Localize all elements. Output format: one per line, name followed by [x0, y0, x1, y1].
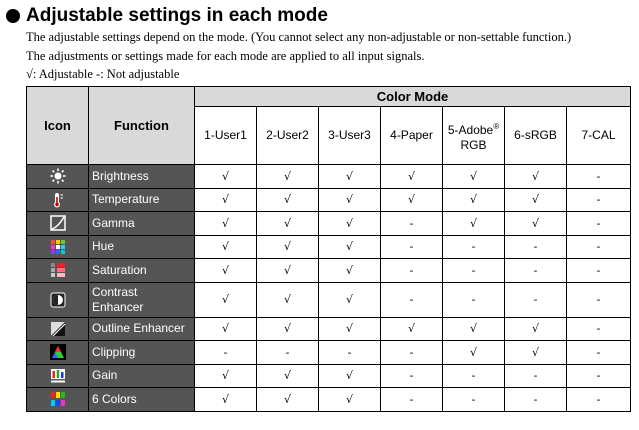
- table-row: [27, 165, 631, 189]
- availability-cell: -: [567, 212, 631, 236]
- mode-name-sup: ®: [493, 121, 500, 131]
- mode-name: 1-User1: [204, 128, 247, 142]
- gamma-icon: [50, 215, 66, 231]
- availability-cell: -: [443, 364, 505, 388]
- availability-cell: √: [443, 317, 505, 341]
- availability-cell: -: [443, 235, 505, 259]
- availability-cell: -: [381, 282, 443, 317]
- availability-cell: -: [319, 341, 381, 365]
- mode-header: [443, 107, 505, 165]
- table-row: [27, 317, 631, 341]
- function-name-line: Enhancer: [92, 299, 144, 314]
- mode-name: 3-User3: [328, 128, 371, 142]
- table-row: [27, 388, 631, 412]
- availability-cell: -: [443, 259, 505, 283]
- availability-cell: -: [381, 235, 443, 259]
- table-row: [27, 341, 631, 365]
- function-name: [89, 388, 195, 412]
- adjustable-settings-table: [26, 86, 631, 412]
- icon-cell: [27, 341, 89, 365]
- temperature-icon: [50, 192, 66, 208]
- availability-cell: -: [505, 235, 567, 259]
- bullet-icon: [6, 9, 20, 23]
- table-row: [27, 364, 631, 388]
- intro-paragraph-1: The adjustable settings depend on the mode. (You cannot select any non-adjustable or non-settable function.): [26, 30, 572, 44]
- availability-cell: √: [257, 235, 319, 259]
- function-name-line: Saturation: [92, 262, 147, 277]
- icon-cell: [27, 388, 89, 412]
- availability-cell: √: [381, 317, 443, 341]
- availability-cell: -: [567, 388, 631, 412]
- availability-cell: √: [319, 282, 381, 317]
- availability-cell: √: [319, 165, 381, 189]
- availability-cell: -: [257, 341, 319, 365]
- availability-cell: -: [567, 282, 631, 317]
- availability-cell: -: [505, 259, 567, 283]
- availability-cell: √: [505, 212, 567, 236]
- function-name: [89, 212, 195, 236]
- availability-cell: -: [567, 165, 631, 189]
- icon-cell: [27, 364, 89, 388]
- function-name: [89, 165, 195, 189]
- section-heading: [6, 5, 328, 27]
- function-name-line: Brightness: [92, 168, 149, 183]
- mode-header: [505, 107, 567, 165]
- icon-cell: [27, 212, 89, 236]
- availability-cell: √: [257, 282, 319, 317]
- mode-name: 5-Adobe: [447, 122, 494, 137]
- availability-cell: √: [195, 388, 257, 412]
- function-name-line: Gain: [92, 368, 118, 383]
- availability-cell: -: [443, 282, 505, 317]
- function-name: [89, 235, 195, 259]
- function-name: [89, 364, 195, 388]
- availability-cell: √: [195, 282, 257, 317]
- availability-cell: √: [381, 165, 443, 189]
- availability-cell: -: [195, 341, 257, 365]
- availability-cell: -: [567, 364, 631, 388]
- availability-cell: -: [567, 235, 631, 259]
- function-name-line: Clipping: [92, 344, 136, 359]
- availability-cell: √: [319, 235, 381, 259]
- mode-name: 7-CAL: [581, 128, 616, 142]
- availability-cell: √: [319, 188, 381, 212]
- saturation-icon: [50, 262, 66, 278]
- availability-cell: √: [319, 388, 381, 412]
- availability-cell: √: [443, 212, 505, 236]
- intro-paragraph-2: The adjustments or settings made for each mode are applied to all input signals.: [26, 49, 425, 63]
- availability-cell: √: [195, 317, 257, 341]
- availability-cell: √: [195, 259, 257, 283]
- function-column-header: Function: [89, 87, 195, 165]
- table-row: [27, 259, 631, 283]
- icon-cell: [27, 165, 89, 189]
- availability-cell: √: [443, 165, 505, 189]
- icon-cell: [27, 259, 89, 283]
- table-row: [27, 282, 631, 317]
- table-row: [27, 212, 631, 236]
- color-mode-header: Color Mode: [195, 87, 631, 107]
- mode-name-line2: RGB: [460, 137, 487, 152]
- table-row: [27, 188, 631, 212]
- availability-cell: √: [505, 188, 567, 212]
- availability-cell: √: [195, 212, 257, 236]
- legend-paragraph: √: Adjustable -: Not adjustable: [26, 67, 180, 81]
- availability-cell: -: [381, 341, 443, 365]
- availability-cell: √: [505, 341, 567, 365]
- availability-cell: √: [319, 364, 381, 388]
- availability-cell: √: [319, 212, 381, 236]
- availability-cell: √: [257, 317, 319, 341]
- availability-cell: √: [505, 165, 567, 189]
- mode-header: [567, 107, 631, 165]
- icon-cell: [27, 282, 89, 317]
- function-name-line: Contrast: [92, 284, 138, 299]
- function-name: [89, 341, 195, 365]
- table-row: [27, 235, 631, 259]
- mode-header: [319, 107, 381, 165]
- function-name-line: Hue: [92, 239, 115, 254]
- availability-cell: -: [505, 388, 567, 412]
- heading-text: Adjustable settings in each mode: [26, 5, 328, 26]
- mode-header: [257, 107, 319, 165]
- brightness-icon: [50, 168, 66, 184]
- clipping-icon: [50, 344, 66, 360]
- availability-cell: √: [257, 188, 319, 212]
- availability-cell: √: [195, 188, 257, 212]
- outline-enhancer-icon: [50, 321, 66, 337]
- availability-cell: -: [567, 259, 631, 283]
- contrast-enhancer-icon: [50, 292, 66, 308]
- function-name-line: 6 Colors: [92, 391, 137, 406]
- availability-cell: -: [381, 212, 443, 236]
- availability-cell: -: [567, 341, 631, 365]
- availability-cell: √: [319, 259, 381, 283]
- function-name-line: Temperature: [92, 192, 160, 207]
- icon-column-header: Icon: [27, 87, 89, 165]
- mode-name: 4-Paper: [390, 128, 433, 142]
- availability-cell: -: [567, 188, 631, 212]
- availability-cell: -: [567, 317, 631, 341]
- mode-name: 6-sRGB: [514, 128, 557, 142]
- gain-icon: [50, 368, 66, 384]
- availability-cell: √: [505, 317, 567, 341]
- function-name: [89, 317, 195, 341]
- availability-cell: √: [257, 259, 319, 283]
- function-name-line: Gamma: [92, 215, 135, 230]
- availability-cell: -: [443, 388, 505, 412]
- availability-cell: √: [319, 317, 381, 341]
- function-name: [89, 259, 195, 283]
- availability-cell: √: [257, 388, 319, 412]
- availability-cell: √: [257, 212, 319, 236]
- function-name: [89, 282, 195, 317]
- icon-cell: [27, 317, 89, 341]
- function-name-line: Outline Enhancer: [92, 321, 185, 336]
- availability-cell: -: [505, 282, 567, 317]
- availability-cell: -: [381, 388, 443, 412]
- availability-cell: √: [195, 364, 257, 388]
- six-colors-icon: [50, 391, 66, 407]
- hue-icon: [50, 239, 66, 255]
- mode-header: [381, 107, 443, 165]
- availability-cell: √: [195, 165, 257, 189]
- availability-cell: √: [195, 235, 257, 259]
- availability-cell: √: [443, 188, 505, 212]
- availability-cell: √: [443, 341, 505, 365]
- availability-cell: -: [505, 364, 567, 388]
- availability-cell: -: [381, 259, 443, 283]
- icon-cell: [27, 188, 89, 212]
- availability-cell: -: [381, 364, 443, 388]
- icon-cell: [27, 235, 89, 259]
- availability-cell: √: [257, 364, 319, 388]
- function-name: [89, 188, 195, 212]
- availability-cell: √: [257, 165, 319, 189]
- mode-name: 2-User2: [266, 128, 309, 142]
- mode-header: [195, 107, 257, 165]
- availability-cell: √: [381, 188, 443, 212]
